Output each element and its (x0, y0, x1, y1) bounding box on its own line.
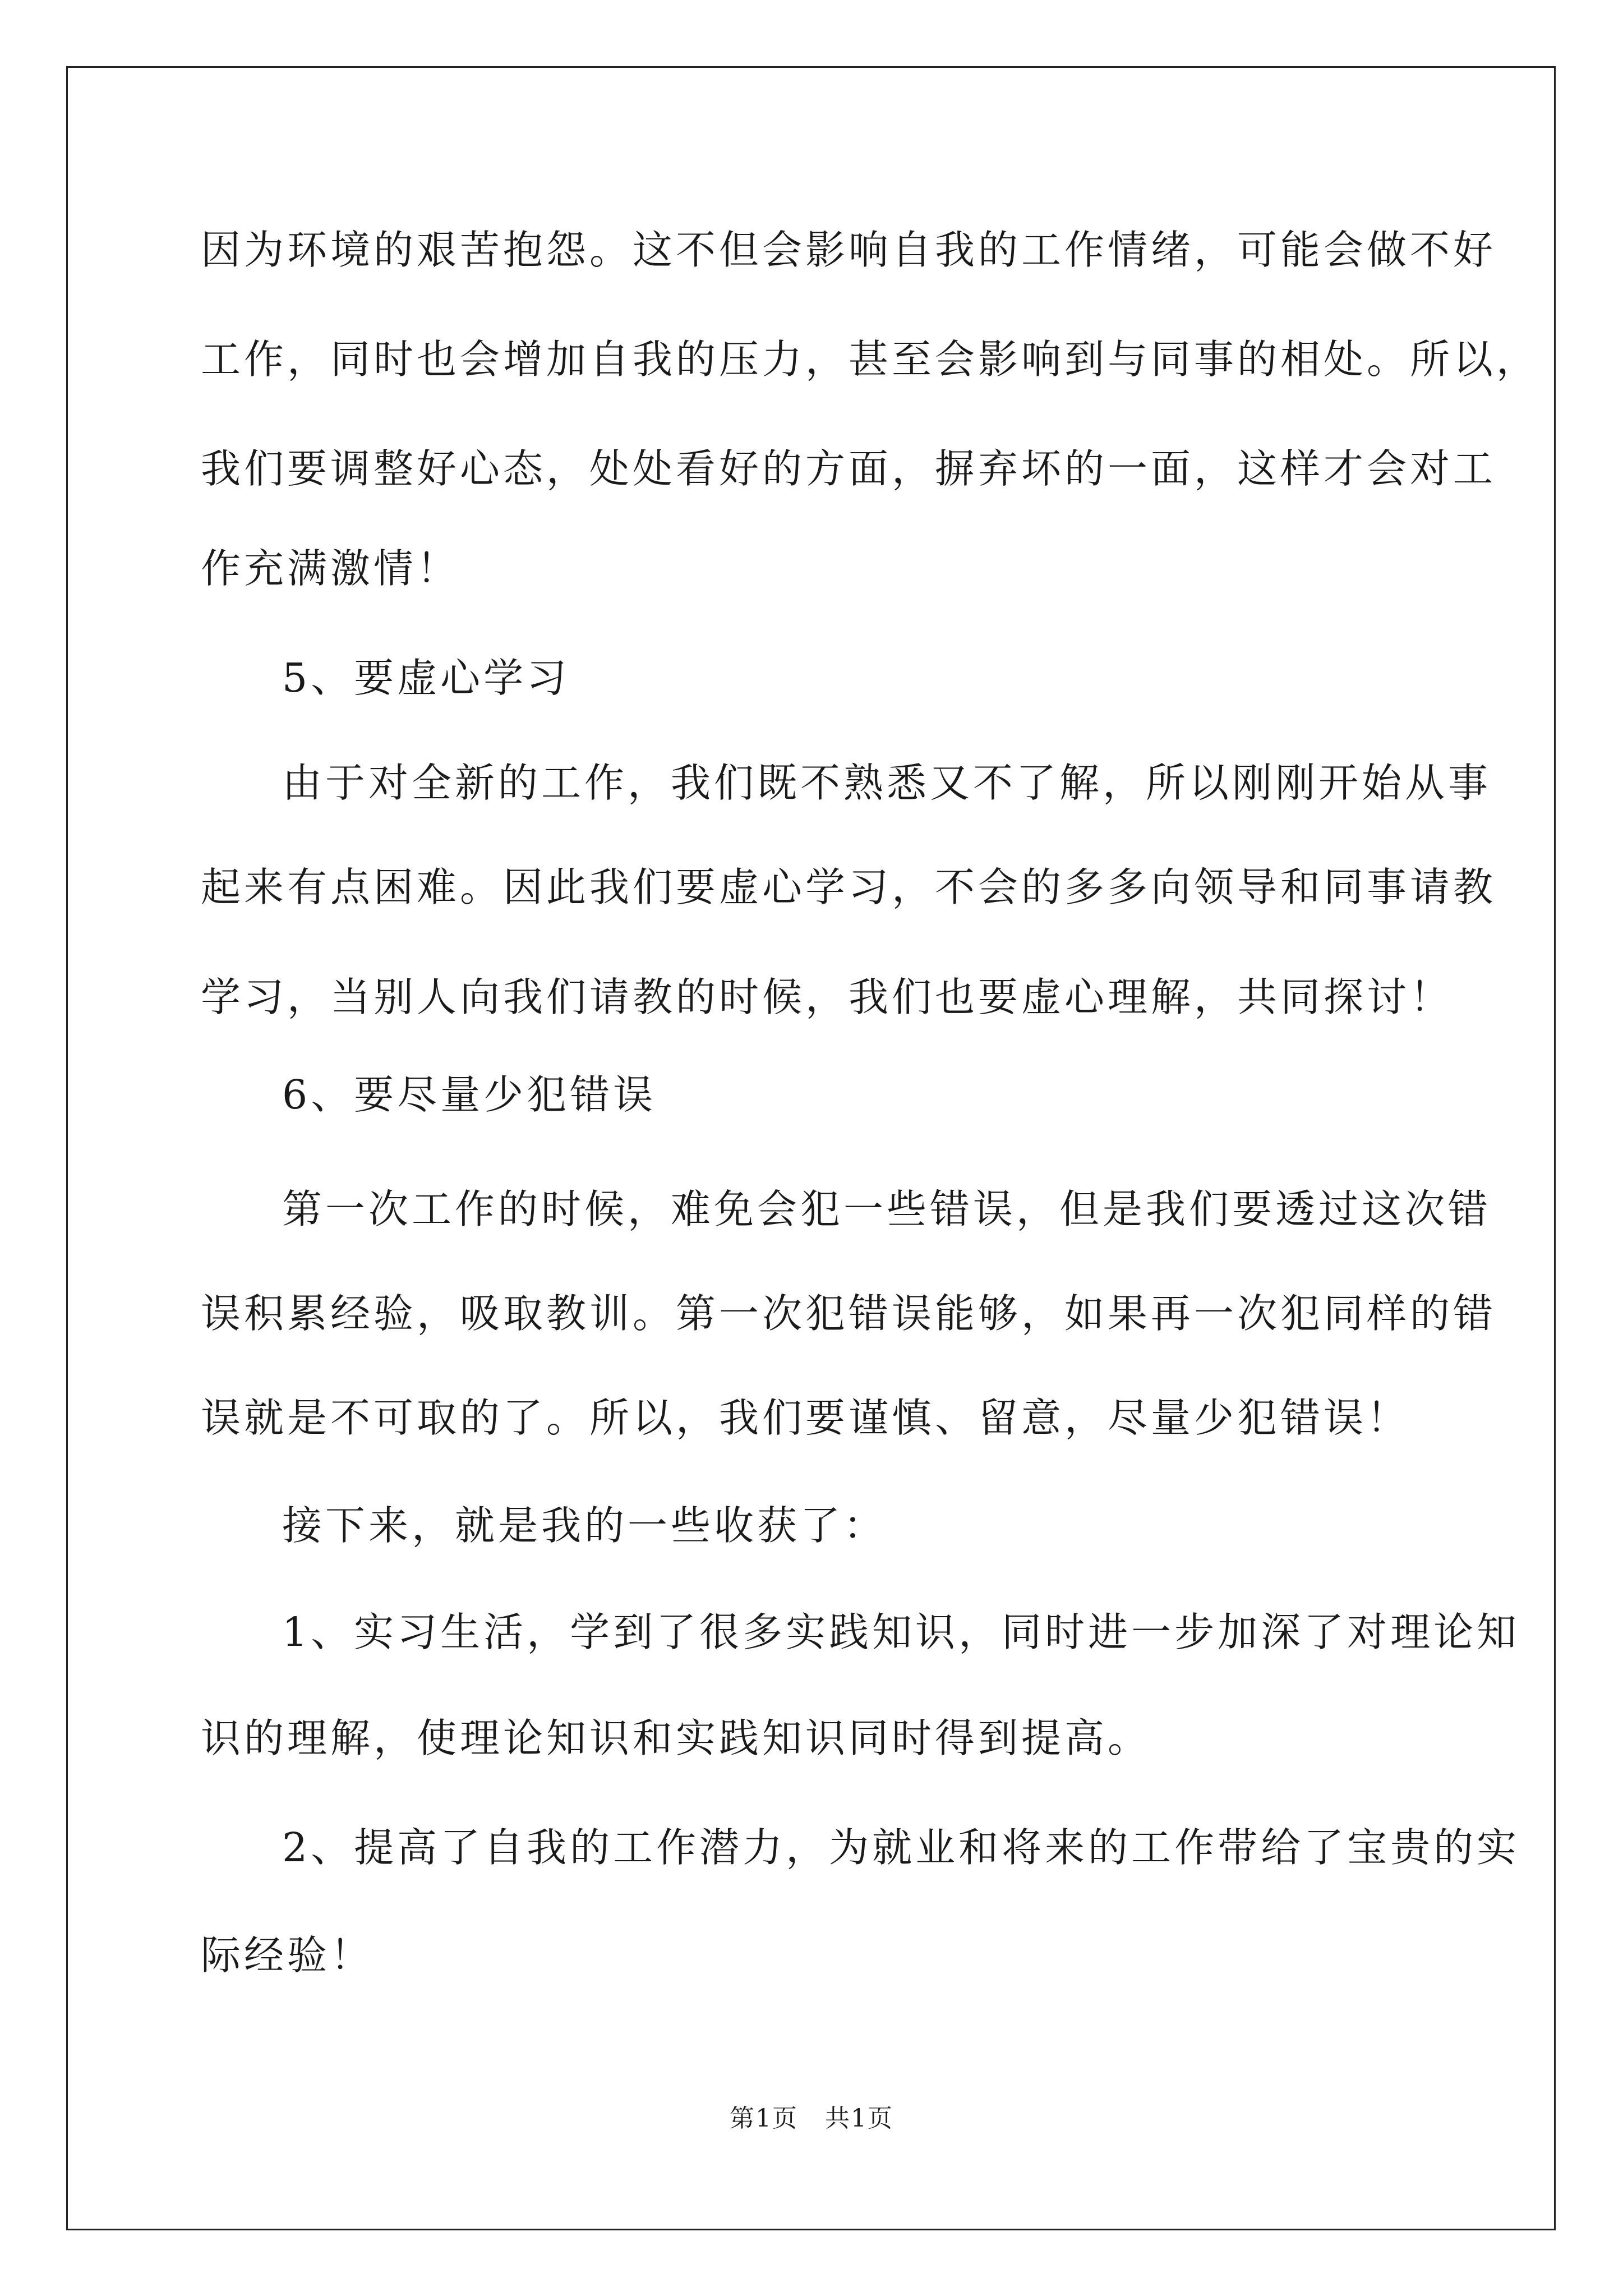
paragraph-line: 因为环境的艰苦抱怨。这不但会影响自我的工作情绪，可能会做不好 (201, 227, 1497, 273)
paragraph-line: 作充满激情！ (201, 545, 460, 592)
list-item-line: 2、提高了自我的工作潜力，为就业和将来的工作带给了宝贵的实 (282, 1824, 1520, 1871)
list-item-line: 1、实习生活，学到了很多实践知识，同时进一步加深了对理论知 (282, 1609, 1520, 1655)
paragraph-line: 学习，当别人向我们请教的时候，我们也要虚心理解，共同探讨！ (201, 974, 1454, 1020)
paragraph-line: 误就是不可取的了。所以，我们要谨慎、留意，尽量少犯错误！ (201, 1395, 1410, 1441)
page-footer: 第1页 共1页 (730, 2104, 893, 2133)
paragraph-line: 第一次工作的时候，难免会犯一些错误，但是我们要透过这次错 (282, 1186, 1492, 1232)
paragraph-line: 误积累经验，吸取教训。第一次犯错误能够，如果再一次犯同样的错 (201, 1290, 1497, 1337)
paragraph-line: 由于对全新的工作，我们既不熟悉又不了解，所以刚刚开始从事 (282, 760, 1492, 806)
section-heading: 6、要尽量少犯错误 (282, 1071, 657, 1118)
section-heading: 5、要虚心学习 (282, 655, 570, 701)
list-item-line: 际经验！ (201, 1932, 374, 1978)
paragraph-line: 工作，同时也会增加自我的压力，甚至会影响到与同事的相处。所以， (201, 336, 1540, 383)
paragraph-line: 接下来，就是我的一些收获了： (282, 1502, 887, 1549)
list-item-line: 识的理解，使理论知识和实践知识同时得到提高。 (201, 1715, 1151, 1761)
paragraph-line: 起来有点困难。因此我们要虚心学习，不会的多多向领导和同事请教 (201, 864, 1497, 910)
paragraph-line: 我们要调整好心态，处处看好的方面，摒弃坏的一面，这样才会对工 (201, 445, 1497, 492)
